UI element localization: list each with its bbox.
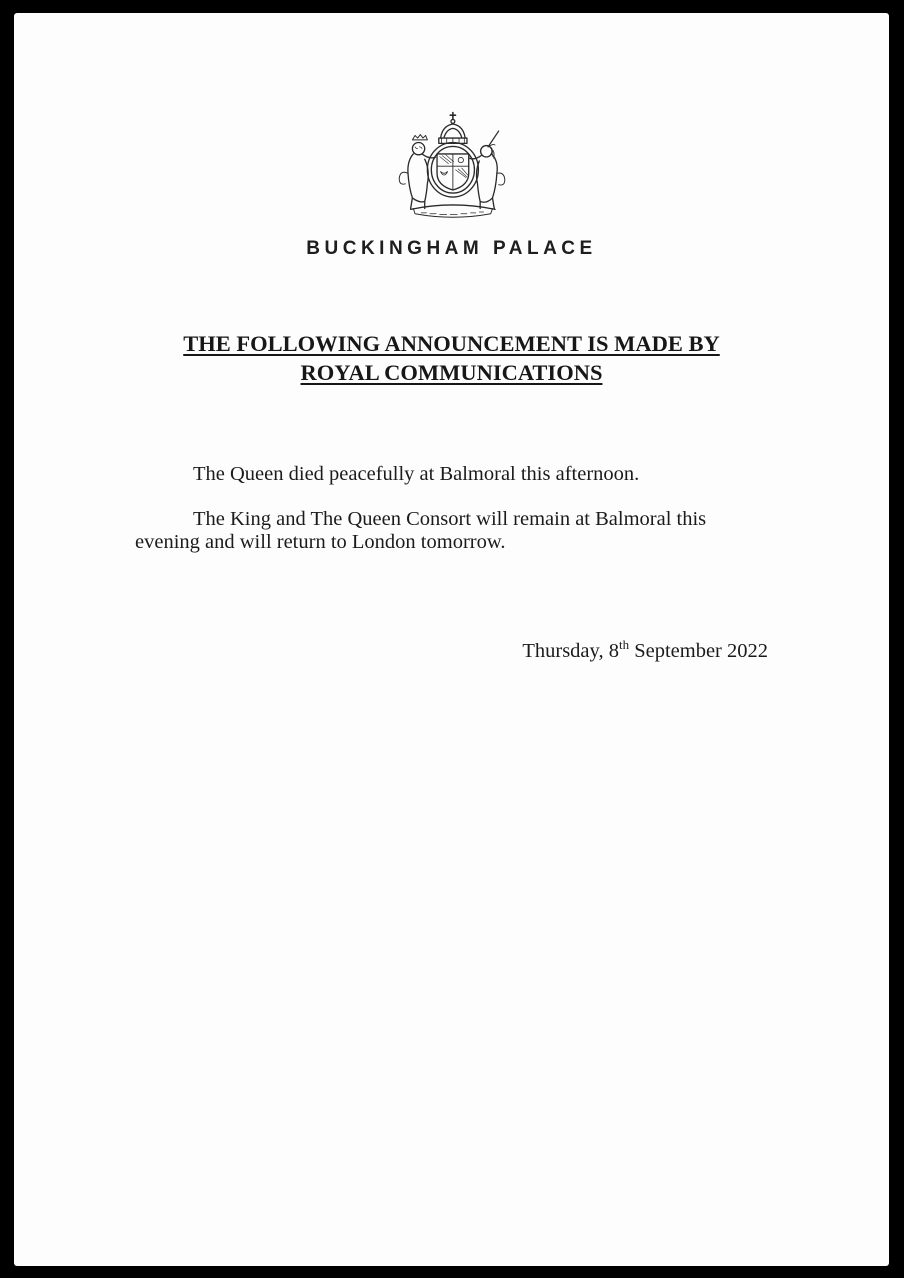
body-paragraph-2: The King and The Queen Consort will remain at Balmoral this evening and will return to London tomorrow. — [135, 508, 707, 553]
announcement-headline — [135, 329, 768, 387]
letterhead-title: BUCKINGHAM PALACE — [306, 238, 597, 259]
letter-page — [14, 13, 889, 1266]
crown — [438, 113, 466, 144]
dateline-prefix: Thursday, 8 — [522, 640, 619, 662]
dateline — [135, 637, 768, 663]
dateline-ordinal: th — [618, 637, 630, 653]
body-paragraph-1: The Queen died peacefully at Balmoral this afternoon. — [193, 463, 640, 485]
headline-line-2: ROYAL COMMUNICATIONS — [300, 360, 603, 385]
motto-scroll — [410, 205, 494, 217]
shield — [427, 142, 478, 197]
headline-line-1: THE FOLLOWING ANNOUNCEMENT IS MADE BY — [183, 331, 720, 356]
dateline-rest: September 2022 — [629, 640, 768, 662]
royal-coat-of-arms-icon — [386, 108, 518, 228]
lion-supporter — [399, 135, 435, 209]
letter-body — [135, 463, 768, 554]
